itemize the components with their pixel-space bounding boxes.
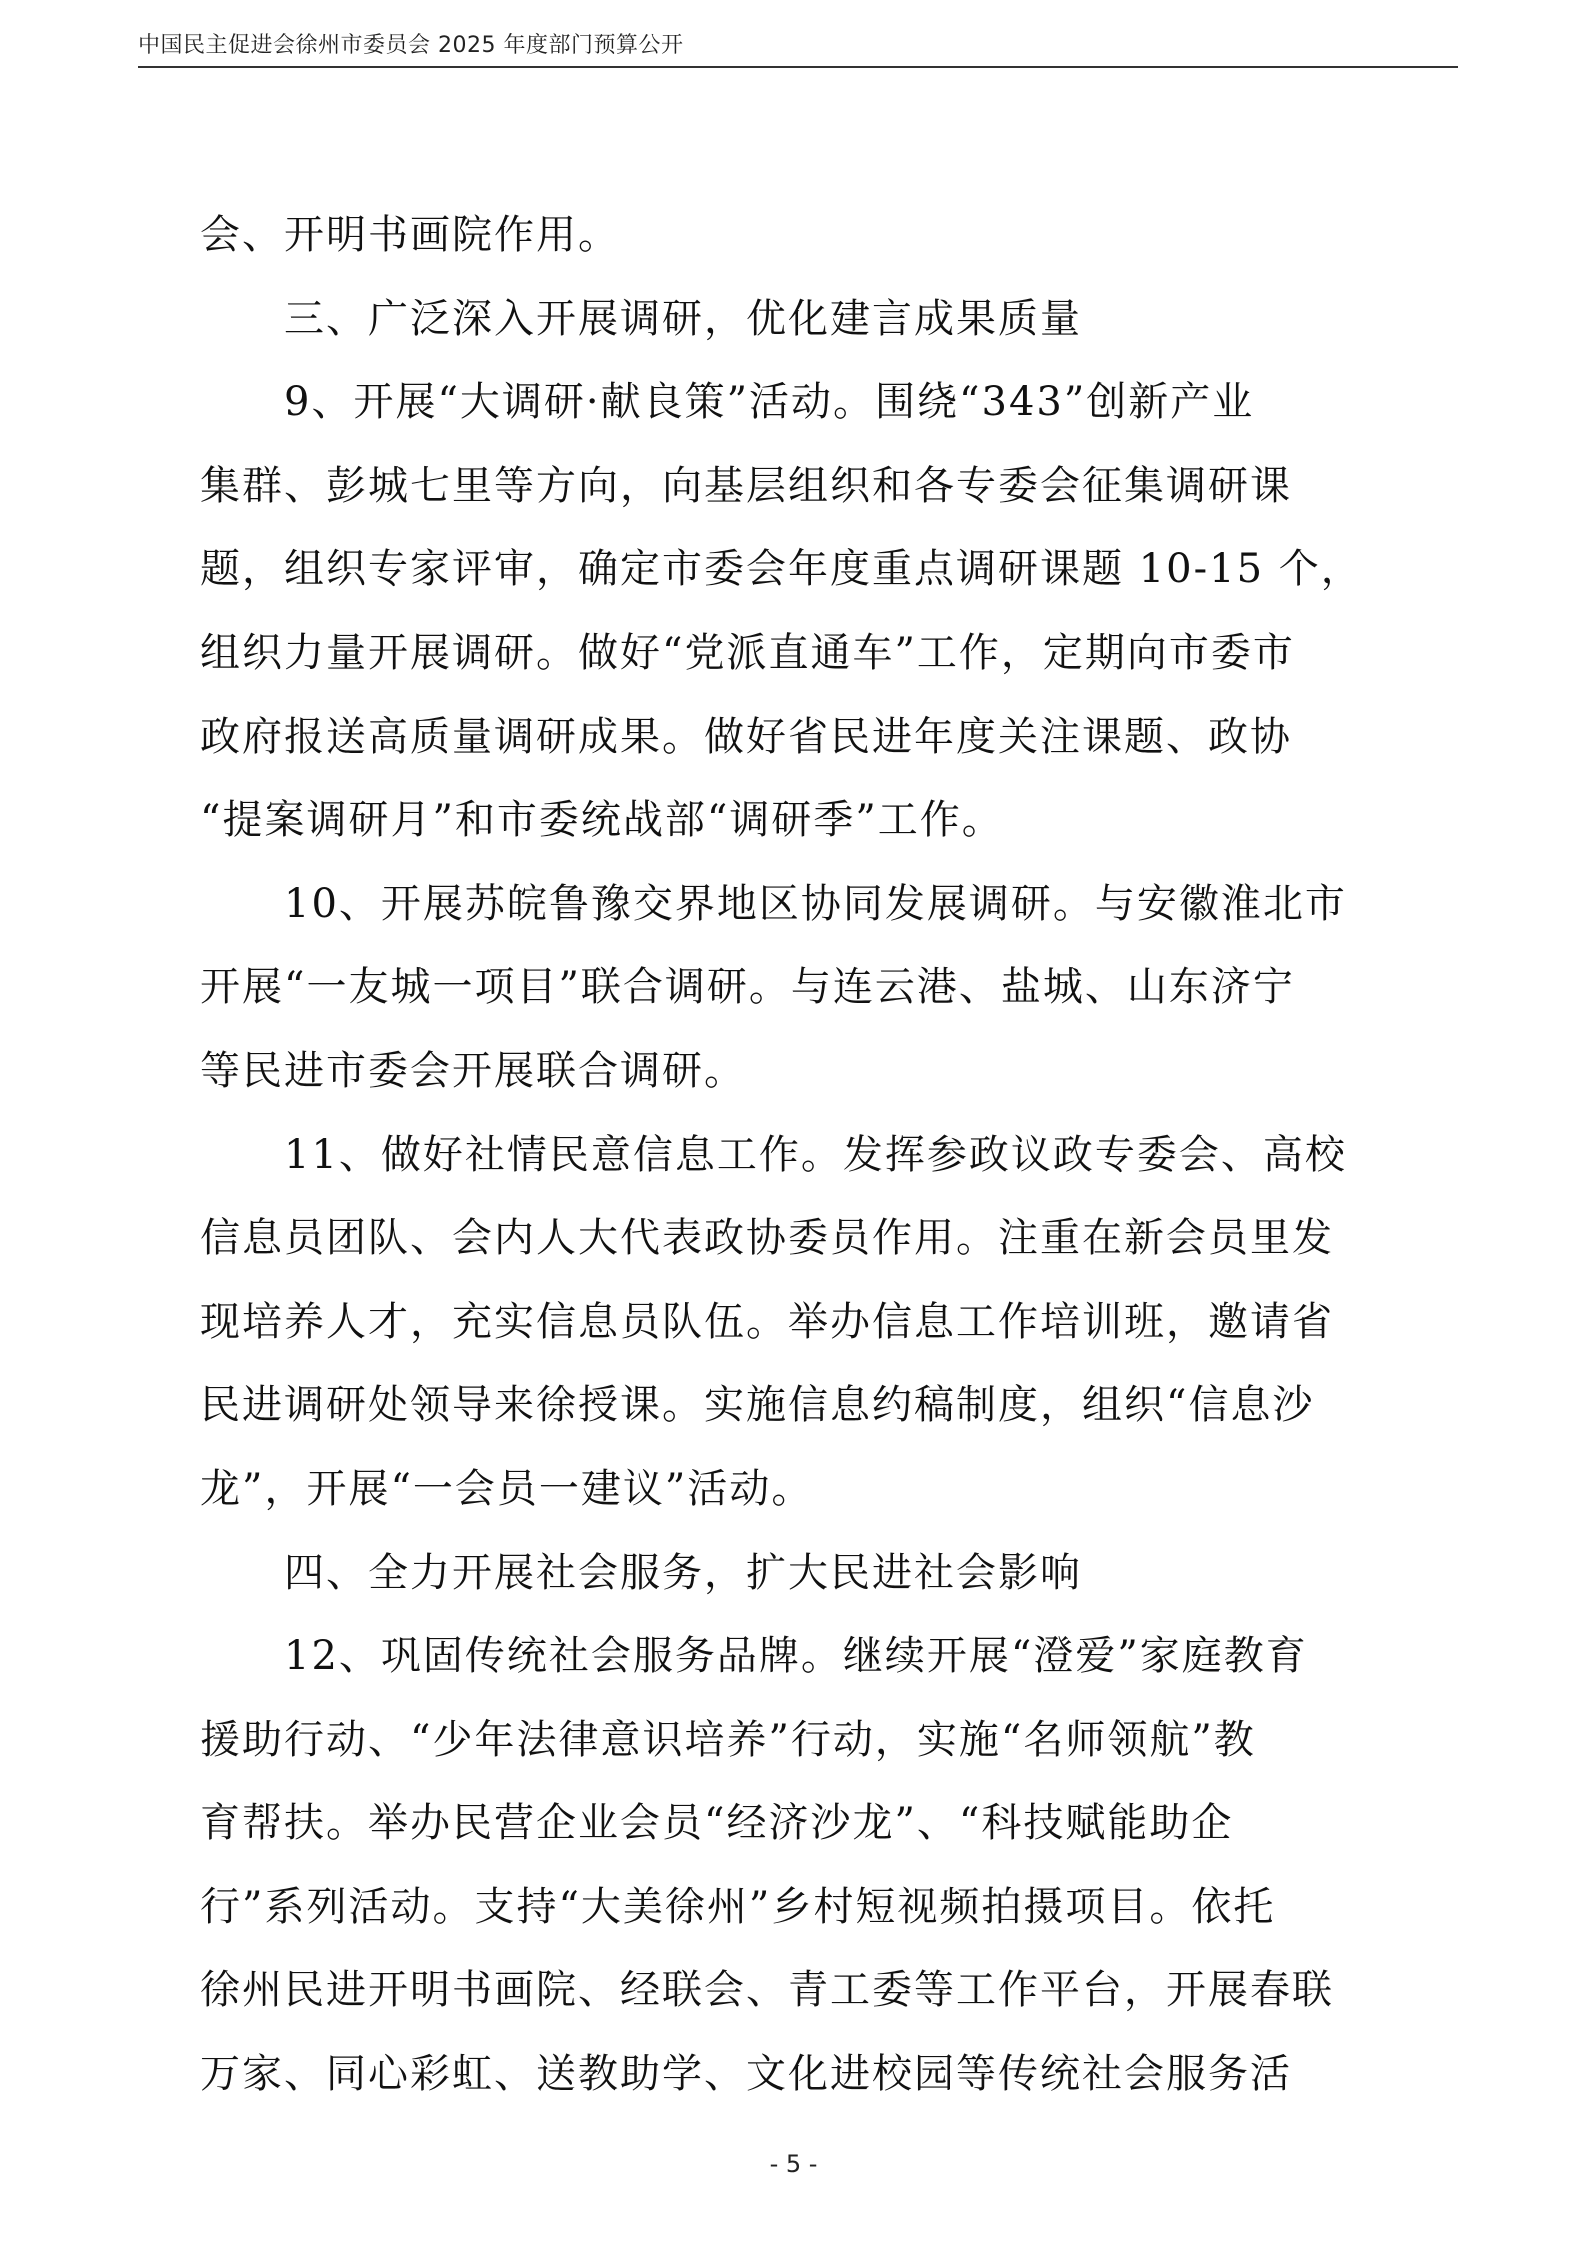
paragraph-line: 9、开展“大调研·献良策”活动。围绕“343”创新产业 — [284, 379, 1255, 426]
paragraph-line: 徐州民进开明书画院、经联会、青工委等工作平台，开展春联 — [200, 1967, 1334, 2014]
paragraph-line: 万家、同心彩虹、送教助学、文化进校园等传统社会服务活 — [200, 2051, 1292, 2098]
document-body — [200, 194, 1400, 2117]
paragraph-line: 集群、彭城七里等方向，向基层组织和各专委会征集调研课 — [200, 462, 1292, 509]
paragraph-line: 11、做好社情民意信息工作。发挥参政议政专委会、高校 — [284, 1131, 1347, 1178]
paragraph-line: 12、巩固传统社会服务品牌。继续开展“澄爱”家庭教育 — [284, 1633, 1308, 1680]
paragraph-line: “提案调研月”和市委统战部“调研季”工作。 — [200, 797, 1004, 844]
paragraph-line: 援助行动、“少年法律意识培养”行动，实施“名师领航”教 — [200, 1716, 1256, 1763]
section-heading: 四、全力开展社会服务，扩大民进社会影响 — [284, 1549, 1082, 1596]
paragraph-line: 育帮扶。举办民营企业会员“经济沙龙”、“科技赋能助企 — [200, 1800, 1234, 1847]
paragraph-line: 等民进市委会开展联合调研。 — [200, 1047, 746, 1094]
page-header — [138, 22, 1458, 68]
paragraph-line: 信息员团队、会内人大代表政协委员作用。注重在新会员里发 — [200, 1215, 1334, 1262]
paragraph-line: 现培养人才，充实信息员队伍。举办信息工作培训班，邀请省 — [200, 1298, 1334, 1345]
paragraph-line: 行”系列活动。支持“大美徐州”乡村短视频拍摄项目。依托 — [200, 1883, 1276, 1930]
paragraph-line: 会、开明书画院作用。 — [200, 212, 620, 258]
paragraph-line: 民进调研处领导来徐授课。实施信息约稿制度，组织“信息沙 — [200, 1382, 1315, 1429]
section-heading: 三、广泛深入开展调研，优化建言成果质量 — [284, 295, 1082, 342]
page-number: - 5 - — [769, 2150, 818, 2178]
paragraph-line: 题，组织专家评审，确定市委会年度重点调研课题 10-15 个， — [200, 546, 1363, 593]
header-title: 中国民主促进会徐州市委员会 2025 年度部门预算公开 — [138, 33, 684, 58]
paragraph-line: 10、开展苏皖鲁豫交界地区协同发展调研。与安徽淮北市 — [284, 880, 1347, 927]
paragraph-line: 开展“一友城一项目”联合调研。与连云港、盐城、山东济宁 — [200, 964, 1295, 1011]
paragraph-line: 龙”，开展“一会员一建议”活动。 — [200, 1465, 814, 1512]
paragraph-line: 组织力量开展调研。做好“党派直通车”工作，定期向市委市 — [200, 629, 1295, 676]
paragraph-line: 政府报送高质量调研成果。做好省民进年度关注课题、政协 — [200, 713, 1292, 760]
